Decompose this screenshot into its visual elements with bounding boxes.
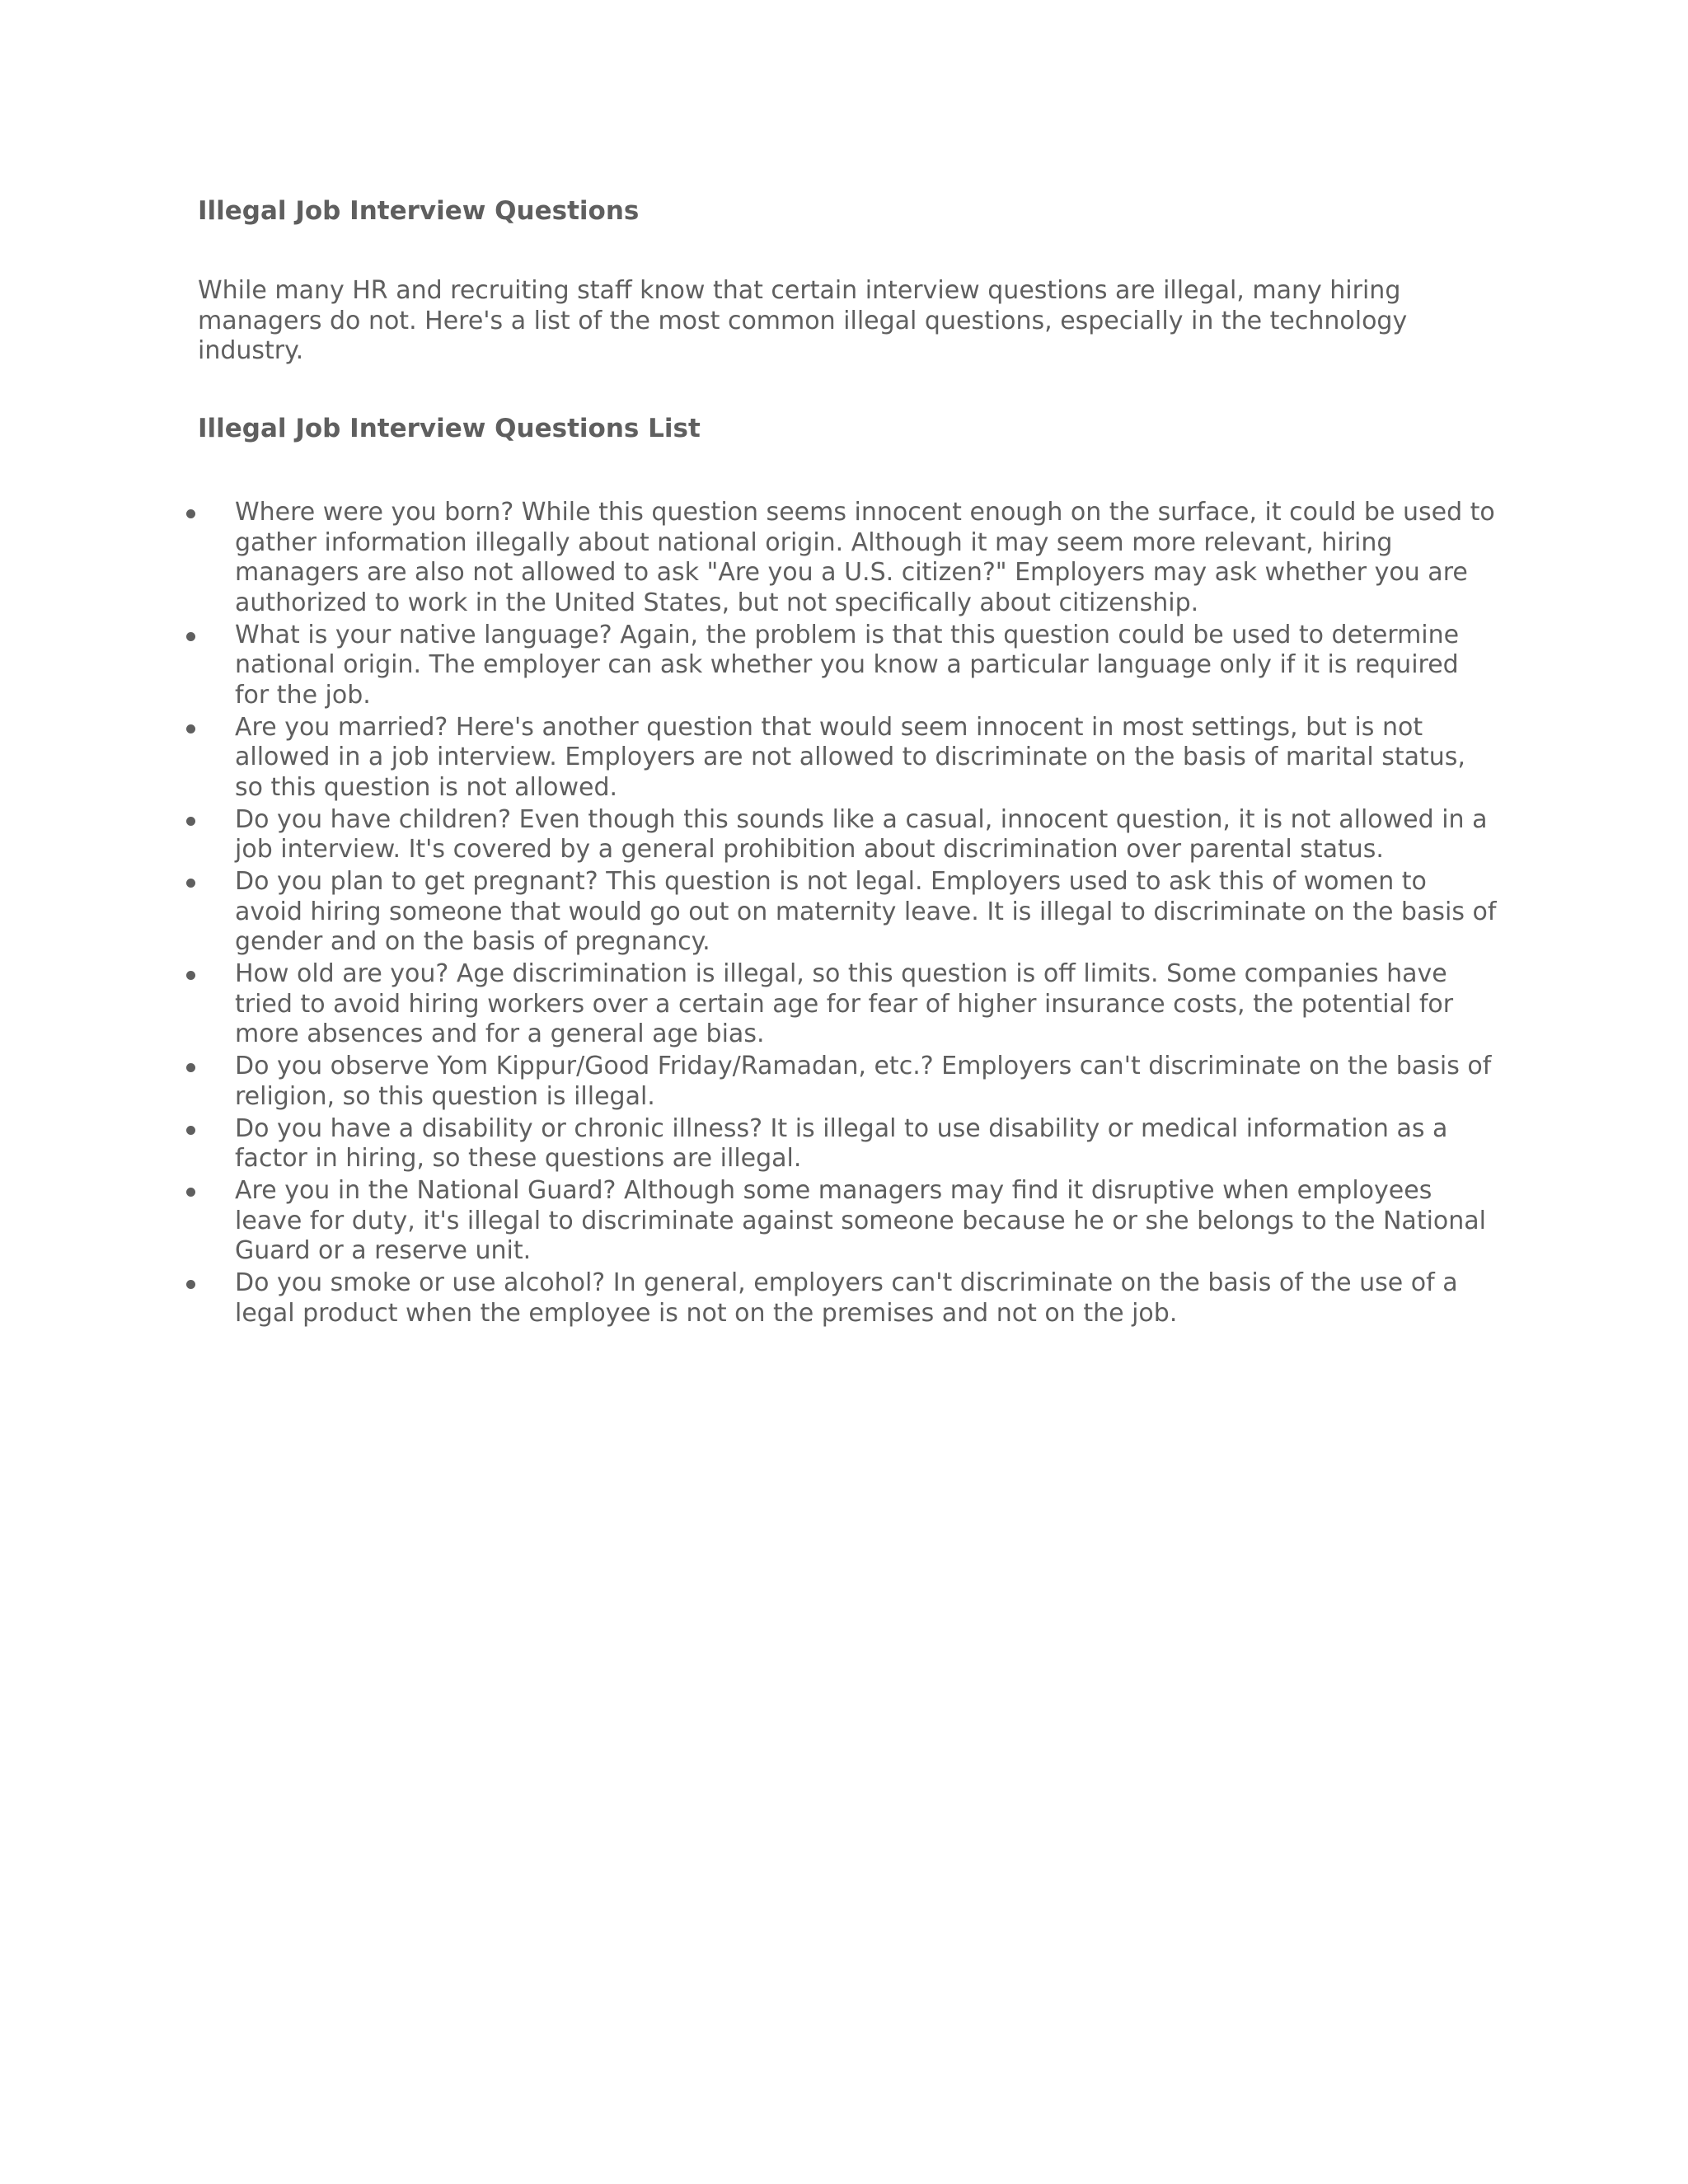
- list-item: [0, 498, 1665, 618]
- list-item-text: Are you married? Here's another question that would seem innocent in most settings, but is not allowed in a job interview. Employers are not allowed to discriminate on the basis of marital status, so this question is not allowed.: [235, 712, 1465, 802]
- bullet-icon: [186, 817, 195, 826]
- bullet-icon: [186, 509, 195, 518]
- document-title: Illegal Job Interview Questions: [198, 196, 640, 226]
- list-item: [0, 1114, 1665, 1174]
- list-item: [0, 713, 1665, 804]
- list-item: [0, 1052, 1665, 1112]
- list-item-text: What is your native language? Again, the problem is that this question could be used to determine national origin. The employer can ask whether you know a particular language only if it is required for the job.: [235, 620, 1460, 710]
- list-item-text: Do you plan to get pregnant? This question is not legal. Employers used to ask this of women to avoid hiring someone that would go out on maternity leave. It is illegal to discriminate on the basis of gender and on the basis of pregnancy.: [235, 867, 1497, 956]
- list-item-text: Do you smoke or use alcohol? In general, employers can't discriminate on the basis of the use of a legal product when the employee is not on the premises and not on the job.: [235, 1268, 1458, 1328]
- bullet-icon: [186, 1280, 195, 1289]
- list-item-text: How old are you? Age discrimination is illegal, so this question is off limits. Some companies have tried to avoid hiring workers over a certain age for fear of higher insurance costs, the potential for more absences and for a general age bias.: [235, 959, 1454, 1048]
- list-heading: Illegal Job Interview Questions List: [198, 414, 701, 443]
- bullet-icon: [186, 1126, 195, 1135]
- list-item-text: Do you have children? Even though this sounds like a casual, innocent question, it is not allowed in a job interview. It's covered by a general prohibition about discrimination over parental status.: [235, 804, 1488, 864]
- bullet-icon: [186, 879, 195, 888]
- list-item-text: Are you in the National Guard? Although some managers may find it disruptive when employees leave for duty, it's illegal to discriminate against someone because he or she belongs to the National Guard or a reserve unit.: [235, 1176, 1487, 1265]
- bullet-icon: [186, 632, 195, 641]
- list-item: [0, 805, 1665, 865]
- list-item: [0, 1176, 1665, 1267]
- list-item-text: Do you observe Yom Kippur/Good Friday/Ramadan, etc.? Employers can't discriminate on the basis of religion, so this question is illegal.: [235, 1052, 1492, 1111]
- list-item-text: Where were you born? While this question seems innocent enough on the surface, it could be used to gather information illegally about national origin. Although it may seem more relevant, hiring managers are also not allowed to ask "Are you a U.S. citizen?" Employers may ask whether you are authorized to work in the United States, but not specifically about citizenship.: [235, 498, 1495, 617]
- intro-paragraph: While many HR and recruiting staff know that certain interview questions are illegal, many hiring managers do not. Here's a list of the most common illegal questions, especially in the technology industry.: [198, 276, 1408, 365]
- list-item-text: Do you have a disability or chronic illness? It is illegal to use disability or medical information as a factor in hiring, so these questions are illegal.: [235, 1113, 1448, 1173]
- bullet-icon: [186, 1063, 195, 1072]
- bullet-icon: [186, 971, 195, 980]
- list-item: [0, 959, 1665, 1050]
- bullet-icon: [186, 1188, 195, 1197]
- list-item: [0, 621, 1665, 711]
- list-item: [0, 1268, 1665, 1329]
- questions-list: [0, 498, 1688, 1329]
- list-item: [0, 867, 1665, 958]
- bullet-icon: [186, 724, 195, 733]
